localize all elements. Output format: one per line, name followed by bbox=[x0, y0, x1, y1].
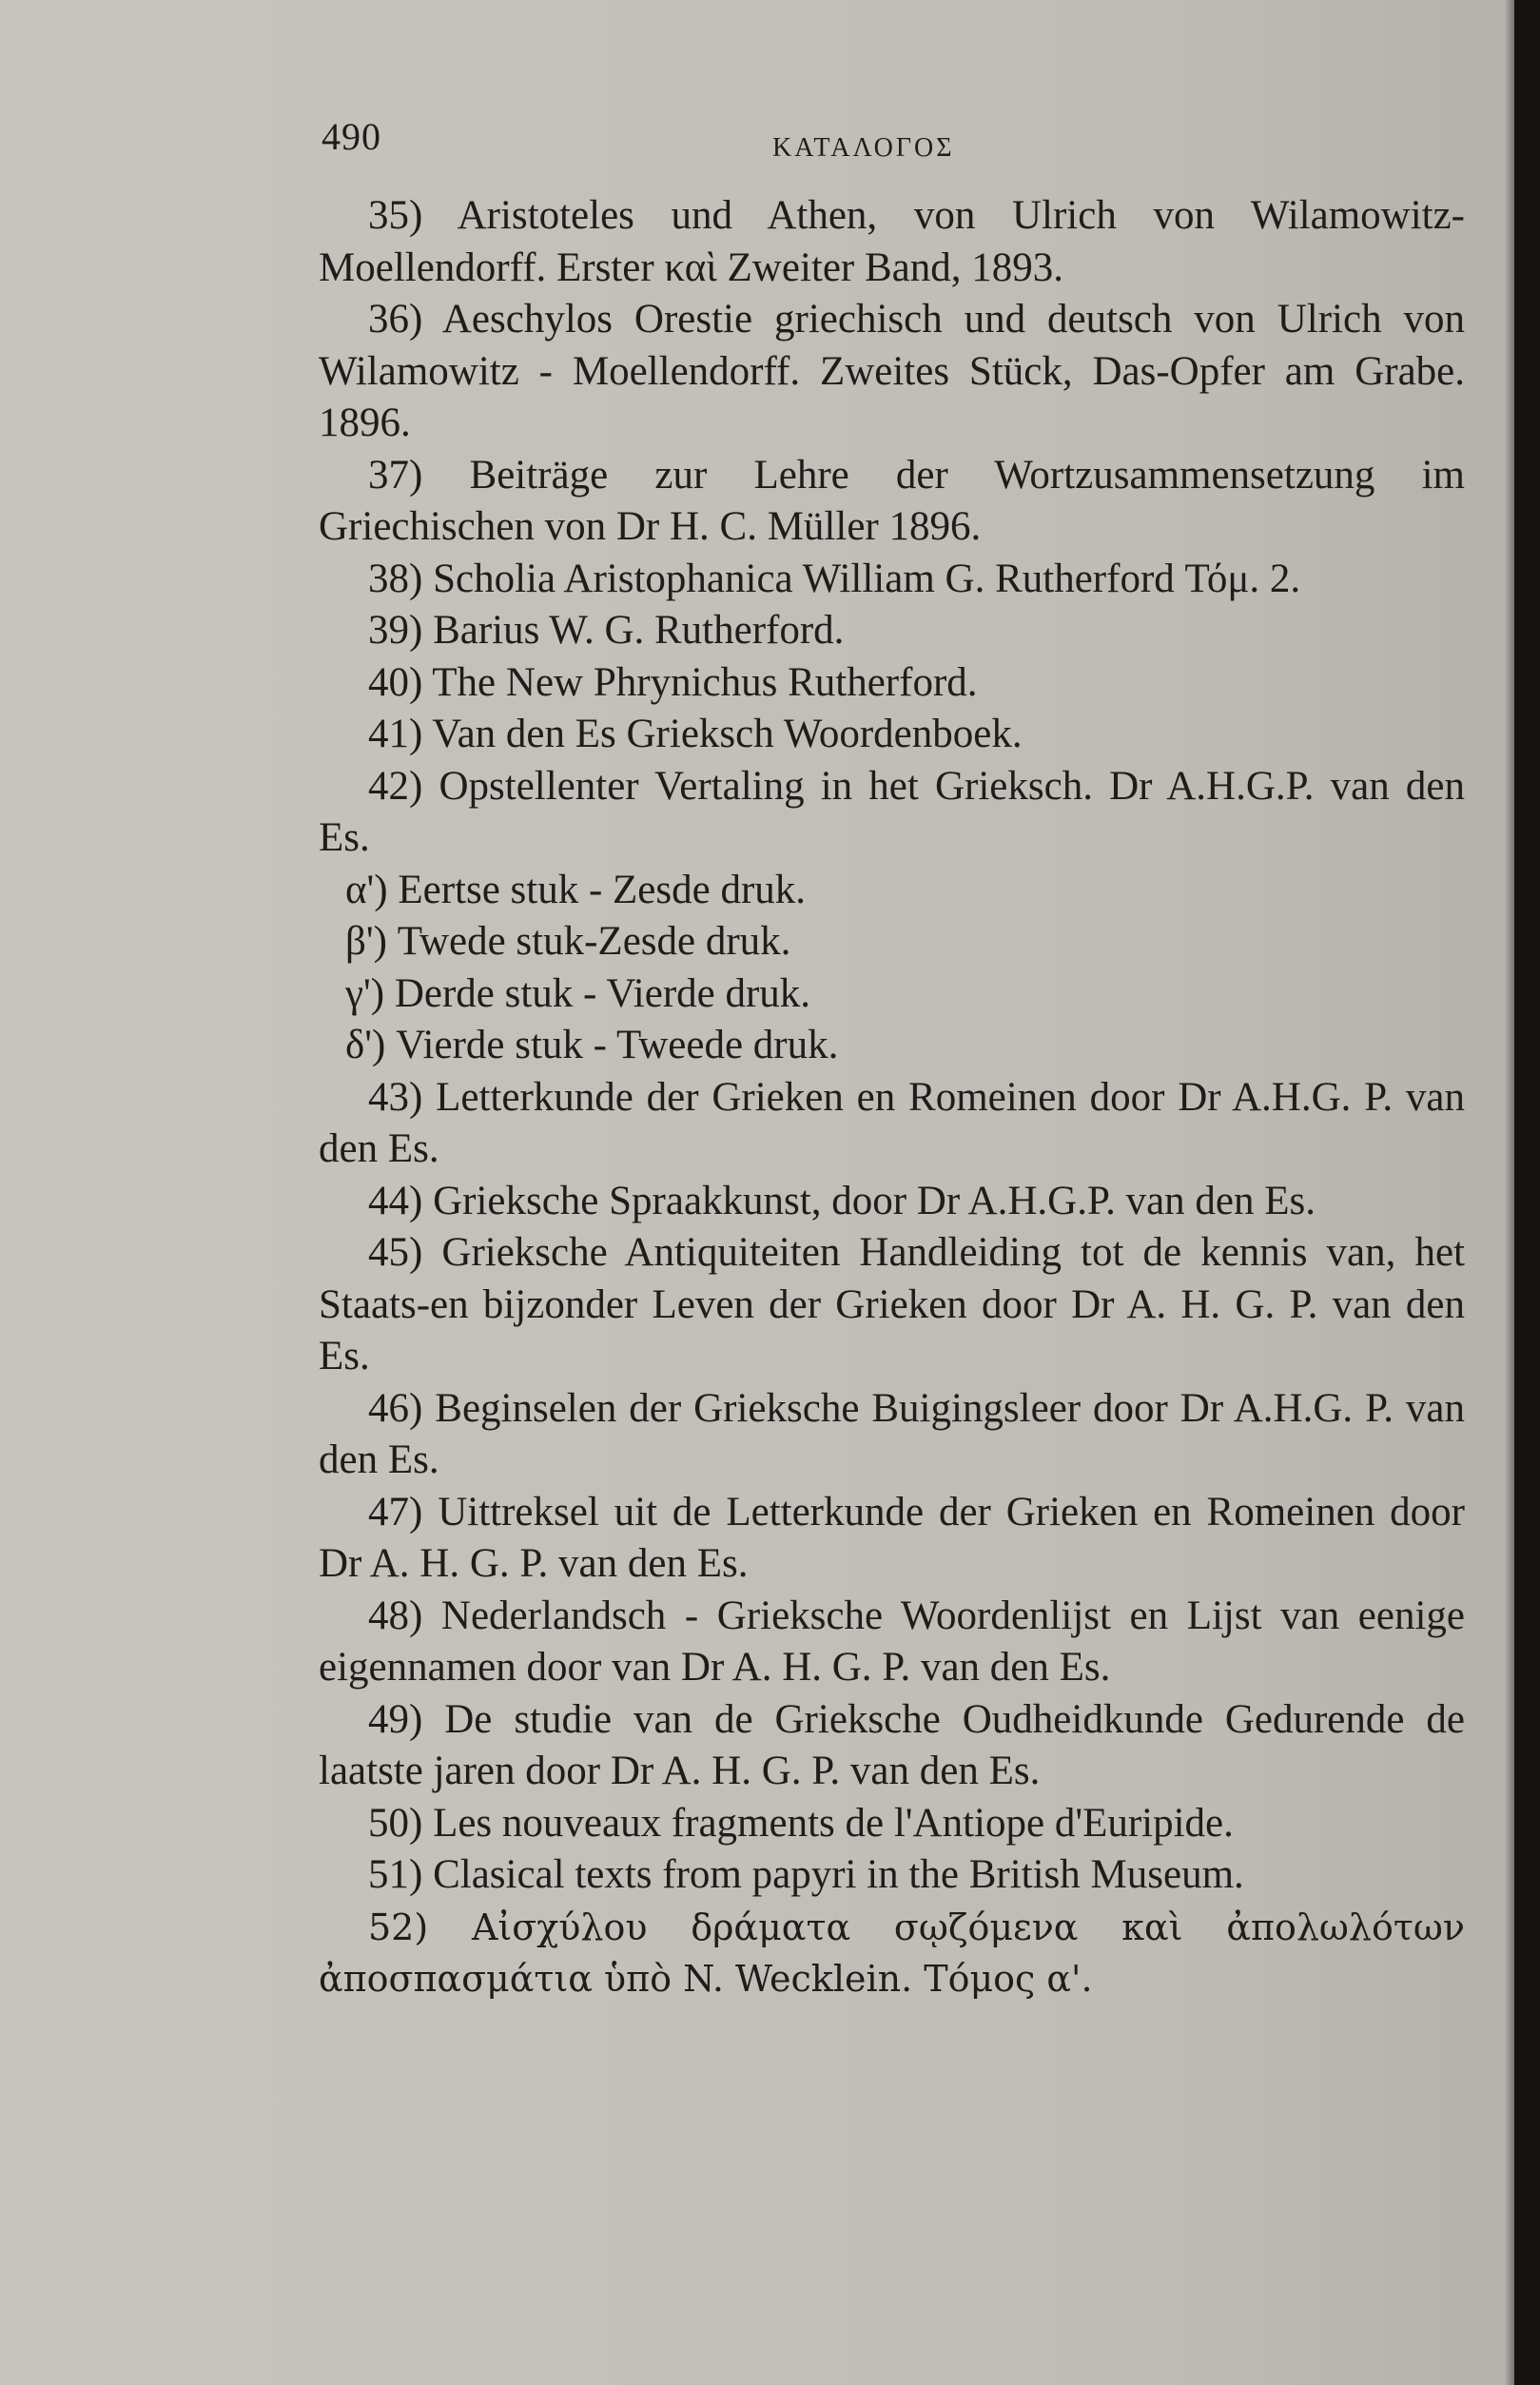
catalog-entry-47: 47) Uittreksel uit de Letterkunde der Grieken en Romeinen door Dr A. H. G. P. van den Es. bbox=[319, 1489, 1465, 1586]
page-gutter-shadow bbox=[1505, 0, 1514, 2385]
catalog-entry-37: 37) Beiträge zur Lehre der Wortzusammensetzung im Griechischen von Dr H. C. Müller 1896. bbox=[319, 452, 1465, 549]
catalog-entry-42: 42) Opstellenter Vertaling in het Grieksch. Dr A.H.G.P. van den Es. bbox=[319, 763, 1465, 860]
page-number: 490 bbox=[322, 115, 381, 158]
running-title: ΚΑΤΑΛΟΓΟΣ bbox=[772, 133, 955, 163]
catalog-entry-38: 38) Scholia Aristophanica William G. Rutherford Τόμ. 2. bbox=[368, 556, 1301, 601]
catalog-entry-35: 35) Aristoteles und Athen, von Ulrich von Wilamowitz-Moellendorff. Erster καὶ Zweiter Band, 1893. bbox=[319, 193, 1465, 290]
catalog-entry-48: 48) Nederlandsch - Grieksche Woordenlijst en Lijst van eenige eigennamen door van Dr A. H. G. P. van den Es. bbox=[319, 1593, 1465, 1690]
catalog-entry-51: 51) Clasical texts from papyri in the British Museum. bbox=[368, 1852, 1244, 1897]
catalog-entry-52: 52) Αἰσχύλου δράματα σῳζόμενα καὶ ἀπολωλότων ἀποσπασμάτια ὑπὸ N. Wecklein. Τόμος α'. bbox=[319, 1906, 1465, 2000]
catalog-entries bbox=[319, 190, 1465, 2005]
catalog-entry-46: 46) Beginselen der Grieksche Buigingsleer door Dr A.H.G. P. van den Es. bbox=[319, 1385, 1465, 1482]
catalog-entry-44: 44) Grieksche Spraakkunst, door Dr A.H.G.P. van den Es. bbox=[368, 1178, 1316, 1223]
book-spine bbox=[1514, 0, 1540, 2385]
catalog-subentry-alpha: α') Eertse stuk - Zesde druk. bbox=[345, 867, 807, 912]
catalog-entry-50: 50) Les nouveaux fragments de l'Antiope d'Euripide. bbox=[368, 1800, 1234, 1846]
catalog-subentry-beta: β') Twede stuk-Zesde druk. bbox=[345, 919, 791, 964]
catalog-entry-36: 36) Aeschylos Orestie griechisch und deutsch von Ulrich von Wilamowitz - Moellendorff. Zweites Stück, Das-Opfer am Grabe. 1896. bbox=[319, 297, 1465, 445]
catalog-entry-41: 41) Van den Es Grieksch Woordenboek. bbox=[368, 712, 1023, 756]
catalog-entry-49: 49) De studie van de Grieksche Oudheidkunde Gedurende de laatste jaren door Dr A. H. G. P. van den Es. bbox=[319, 1696, 1465, 1793]
catalog-subentry-delta: δ') Vierde stuk - Tweede druk. bbox=[345, 1023, 839, 1067]
page-header bbox=[0, 105, 1514, 162]
catalog-entry-43: 43) Letterkunde der Grieken en Romeinen door Dr A.H.G. P. van den Es. bbox=[319, 1074, 1465, 1171]
catalog-entry-45: 45) Grieksche Antiquiteiten Handleiding tot de kennis van, het Staats-en bijzonder Leven der Grieken door Dr A. H. G. P. van den Es. bbox=[319, 1230, 1465, 1378]
catalog-entry-39: 39) Barius W. G. Rutherford. bbox=[368, 608, 845, 653]
catalog-subentry-gamma: γ') Derde stuk - Vierde druk. bbox=[345, 970, 811, 1016]
catalog-entry-40: 40) The New Phrynichus Rutherford. bbox=[368, 659, 978, 705]
